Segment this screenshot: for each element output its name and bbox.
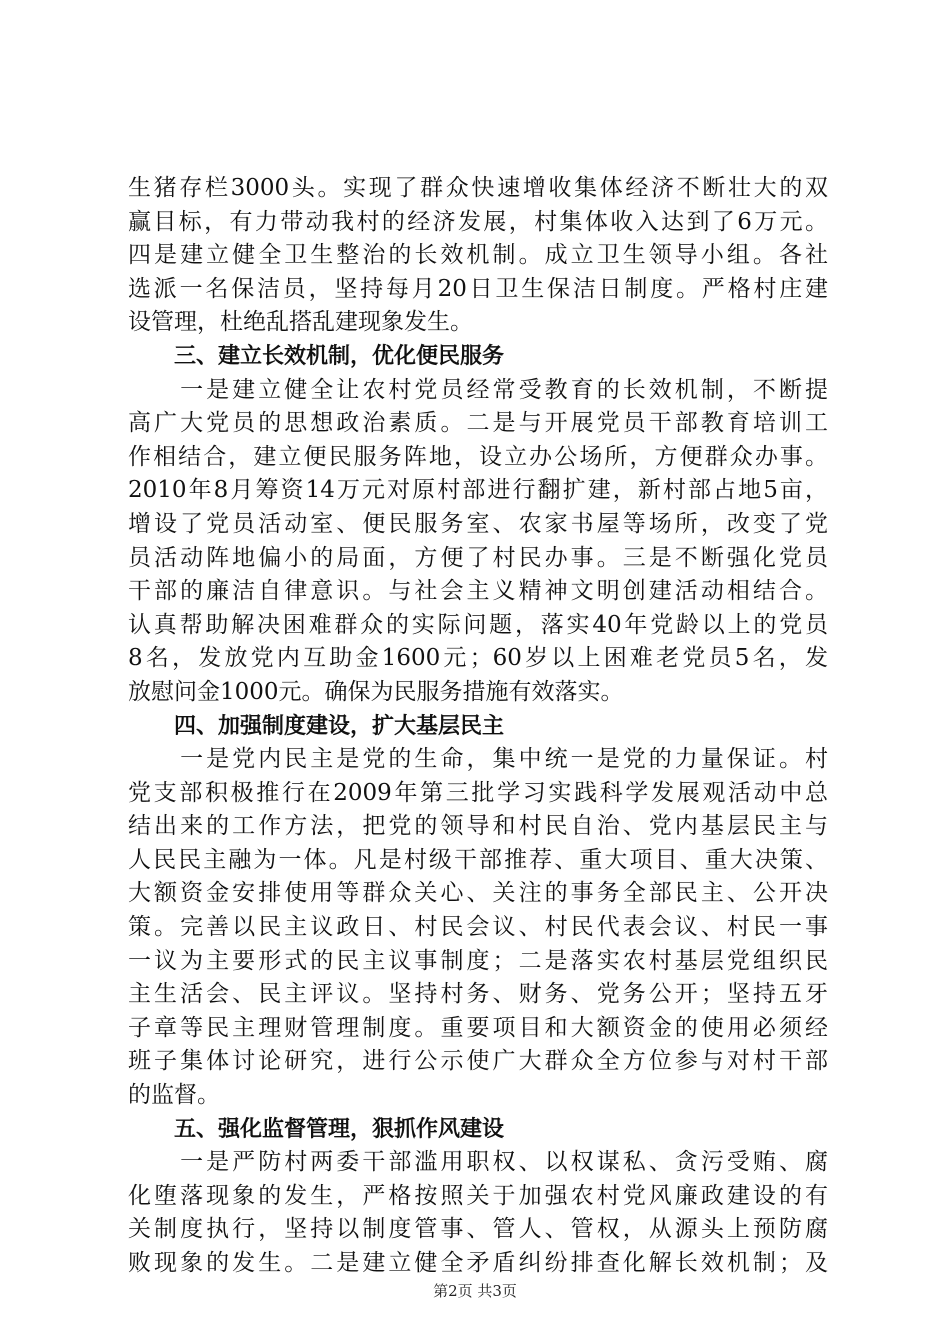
paragraph-line: 化堕落现象的发生，严格按照关于加强农村党风廉政建设的有: [128, 1182, 828, 1209]
paragraph-line: 放慰问金1000元。确保为民服务措施有效落实。: [128, 678, 624, 705]
paragraph-line: 高广大党员的思想政治素质。二是与开展党员干部教育培训工: [128, 410, 828, 437]
paragraph-line: 8名，发放党内互助金1600元；60岁以上困难老党员5名，发: [128, 645, 828, 672]
paragraph-line: 班子集体讨论研究，进行公示使广大群众全方位参与对村干部: [128, 1048, 828, 1075]
document-body: [128, 172, 828, 1281]
paragraph-line: 生猪存栏3000头。实现了群众快速增收集体经济不断壮大的双: [128, 175, 828, 201]
section-heading: 三、建立长效机制，优化便民服务: [174, 343, 505, 369]
paragraph-line: 关制度执行，坚持以制度管事、管人、管权，从源头上预防腐: [128, 1216, 828, 1243]
paragraph-line: 的监督。: [128, 1082, 220, 1109]
paragraph-line: 一是建立健全让农村党员经常受教育的长效机制，不断提: [128, 376, 828, 403]
paragraph-line: 一议为主要形式的民主议事制度；二是落实农村基层党组织民: [128, 947, 828, 974]
paragraph-line: 四是建立健全卫生整治的长效机制。成立卫生领导小组。各社: [128, 242, 828, 269]
paragraph-line: 人民民主融为一体。凡是村级干部推荐、重大项目、重大决策、: [128, 846, 828, 873]
section-heading: 五、强化监督管理，狠抓作风建设: [174, 1116, 505, 1142]
paragraph-line: 2010年8月筹资14万元对原村部进行翻扩建，新村部占地5亩，: [128, 477, 828, 504]
paragraph-line: 一是党内民主是党的生命，集中统一是党的力量保证。村: [128, 746, 828, 773]
paragraph-line: 策。完善以民主议政日、村民会议、村民代表会议、村民一事: [128, 914, 828, 941]
paragraph-line: 选派一名保洁员，坚持每月20日卫生保洁日制度。严格村庄建: [128, 275, 828, 302]
paragraph-line: 大额资金安排使用等群众关心、关注的事务全部民主、公开决: [128, 880, 828, 907]
paragraph-line: 党支部积极推行在2009年第三批学习实践科学发展观活动中总: [128, 779, 828, 806]
paragraph-line: 一是严防村两委干部滥用职权、以权谋私、贪污受贿、腐: [128, 1149, 828, 1176]
paragraph-line: 败现象的发生。二是建立健全矛盾纠纷排查化解长效机制；及: [128, 1250, 828, 1276]
paragraph-line: 子章等民主理财管理制度。重要项目和大额资金的使用必须经: [128, 1014, 828, 1041]
section-heading: 四、加强制度建设，扩大基层民主: [174, 713, 505, 739]
paragraph-line: 结出来的工作方法，把党的领导和村民自治、党内基层民主与: [128, 813, 828, 840]
page-number-footer: 第2页 共3页: [433, 1282, 517, 1300]
paragraph-line: 设管理，杜绝乱搭乱建现象发生。: [128, 309, 473, 336]
paragraph-line: 干部的廉洁自律意识。与社会主义精神文明创建活动相结合。: [128, 578, 828, 605]
paragraph-line: 认真帮助解决困难群众的实际问题，落实40年党龄以上的党员: [128, 611, 828, 638]
paragraph-line: 作相结合，建立便民服务阵地，设立办公场所，方便群众办事。: [128, 443, 828, 470]
paragraph-line: 增设了党员活动室、便民服务室、农家书屋等场所，改变了党: [128, 510, 828, 537]
paragraph-line: 赢目标，有力带动我村的经济发展，村集体收入达到了6万元。: [128, 208, 828, 235]
paragraph-line: 员活动阵地偏小的局面，方便了村民办事。三是不断强化党员: [128, 544, 828, 571]
paragraph-line: 主生活会、民主评议。坚持村务、财务、党务公开；坚持五牙: [128, 981, 828, 1008]
